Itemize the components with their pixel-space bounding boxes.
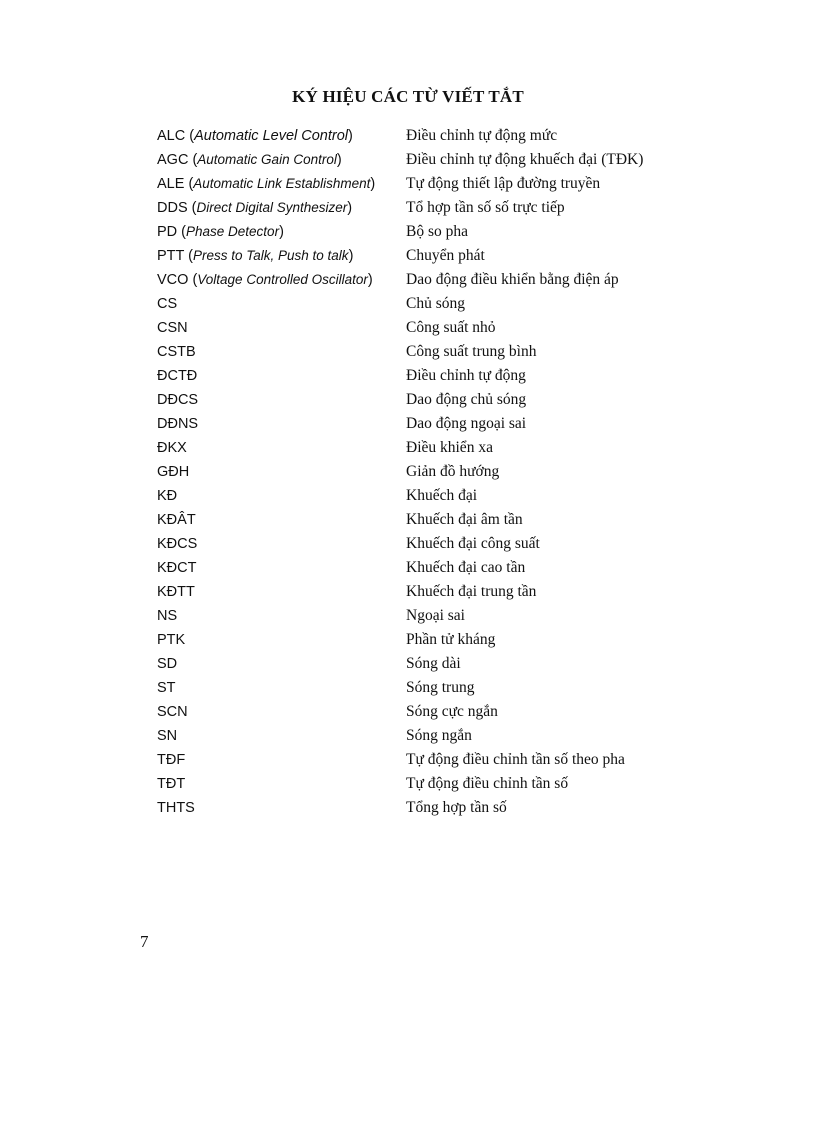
abbreviation-row bbox=[157, 700, 777, 724]
abbreviation-code: CS bbox=[157, 296, 178, 312]
abbreviation-code: THTS bbox=[157, 800, 195, 816]
abbreviation-meaning: Khuếch đại công suất bbox=[406, 535, 540, 552]
abbreviation-code: DDS bbox=[157, 200, 188, 216]
abbreviation-term: DDS (Direct Digital Synthesizer) bbox=[157, 200, 353, 216]
abbreviation-row bbox=[157, 652, 777, 676]
abbreviation-code: ĐKX bbox=[157, 440, 187, 456]
abbreviation-meaning: Điều chỉnh tự động mức bbox=[406, 127, 558, 144]
abbreviation-row bbox=[157, 604, 777, 628]
abbreviation-term: ALE (Automatic Link Establishment) bbox=[157, 176, 376, 192]
abbreviation-code: PD bbox=[157, 224, 178, 240]
abbreviation-term bbox=[157, 704, 406, 720]
abbreviation-code: KĐ bbox=[157, 488, 178, 504]
abbreviation-code: PTK bbox=[157, 632, 186, 648]
abbreviation-meaning: Ngoại sai bbox=[406, 607, 465, 624]
abbreviation-code: KĐCS bbox=[157, 536, 198, 552]
abbreviation-term bbox=[157, 320, 406, 336]
abbreviation-row bbox=[157, 772, 777, 796]
abbreviation-term bbox=[157, 608, 406, 624]
abbreviation-term bbox=[157, 584, 406, 600]
abbreviation-code: ALE bbox=[157, 176, 185, 192]
abbreviation-expansion: Automatic Gain Control bbox=[197, 152, 337, 167]
abbreviation-term bbox=[157, 800, 406, 816]
abbreviation-term bbox=[157, 632, 406, 648]
abbreviation-expansion: Phase Detector bbox=[186, 224, 280, 239]
abbreviation-term bbox=[157, 344, 406, 360]
abbreviation-row bbox=[157, 244, 777, 268]
abbreviation-code: VCO bbox=[157, 272, 189, 288]
abbreviation-term: PTT (Press to Talk, Push to talk) bbox=[157, 248, 354, 264]
abbreviation-row bbox=[157, 484, 777, 508]
abbreviation-meaning: Tổ hợp tần số số trực tiếp bbox=[406, 199, 565, 216]
abbreviation-meaning: Tự động thiết lập đường truyền bbox=[406, 175, 601, 192]
abbreviation-meaning: Tổng hợp tần số bbox=[406, 799, 507, 816]
abbreviation-code: CSTB bbox=[157, 344, 196, 360]
abbreviation-meaning: Khuếch đại cao tần bbox=[406, 559, 526, 576]
abbreviation-row bbox=[157, 580, 777, 604]
abbreviation-code: SD bbox=[157, 656, 178, 672]
abbreviation-code: TĐF bbox=[157, 752, 186, 768]
abbreviation-term bbox=[157, 464, 406, 480]
abbreviation-row bbox=[157, 316, 777, 340]
abbreviation-term bbox=[157, 488, 406, 504]
abbreviation-meaning: Sóng trung bbox=[406, 679, 475, 696]
abbreviation-term bbox=[157, 776, 406, 792]
abbreviation-row bbox=[157, 796, 777, 820]
abbreviation-term bbox=[157, 368, 406, 384]
abbreviation-term bbox=[157, 416, 406, 432]
abbreviation-meaning: Dao động chủ sóng bbox=[406, 391, 527, 408]
abbreviation-row bbox=[157, 532, 777, 556]
abbreviation-row bbox=[157, 724, 777, 748]
abbreviation-meaning: Công suất trung bình bbox=[406, 343, 537, 360]
abbreviation-code: KĐTT bbox=[157, 584, 195, 600]
abbreviation-meaning: Sóng cực ngắn bbox=[406, 703, 498, 720]
abbreviation-row bbox=[157, 436, 777, 460]
abbreviation-code: ST bbox=[157, 680, 176, 696]
abbreviation-row bbox=[157, 412, 777, 436]
abbreviation-expansion: Direct Digital Synthesizer bbox=[196, 200, 348, 215]
abbreviation-code: PTT bbox=[157, 248, 185, 264]
abbreviation-code: KĐCT bbox=[157, 560, 197, 576]
abbreviation-code: SN bbox=[157, 728, 178, 744]
abbreviation-term bbox=[157, 728, 406, 744]
abbreviation-code: CSN bbox=[157, 320, 188, 336]
abbreviation-row bbox=[157, 556, 777, 580]
abbreviation-meaning: Điều khiển xa bbox=[406, 439, 493, 456]
abbreviation-code: ĐCTĐ bbox=[157, 368, 198, 384]
abbreviation-term: PD (Phase Detector) bbox=[157, 224, 284, 240]
abbreviation-meaning: Chủ sóng bbox=[406, 295, 465, 312]
abbreviation-expansion: Voltage Controlled Oscillator bbox=[197, 272, 368, 287]
abbreviation-meaning: Dao động ngoại sai bbox=[406, 415, 527, 432]
abbreviation-meaning: Giản đồ hướng bbox=[406, 463, 500, 480]
abbreviation-row bbox=[157, 292, 777, 316]
abbreviation-row bbox=[157, 388, 777, 412]
abbreviation-row bbox=[157, 628, 777, 652]
abbreviation-meaning: Điều chỉnh tự động bbox=[406, 367, 526, 384]
abbreviation-code: ALC bbox=[157, 128, 186, 144]
abbreviation-row bbox=[157, 124, 777, 148]
abbreviation-meaning: Khuếch đại âm tần bbox=[406, 511, 523, 528]
abbreviation-meaning: Tự động điều chỉnh tần số theo pha bbox=[406, 751, 625, 768]
abbreviation-meaning: Bộ so pha bbox=[406, 223, 468, 240]
abbreviation-meaning: Chuyển phát bbox=[406, 247, 485, 264]
abbreviation-list bbox=[157, 124, 777, 820]
abbreviation-meaning: Dao động điều khiển bằng điện áp bbox=[406, 271, 619, 288]
abbreviation-term bbox=[157, 296, 406, 312]
abbreviation-term bbox=[157, 440, 406, 456]
abbreviation-row bbox=[157, 220, 777, 244]
abbreviation-meaning: Công suất nhỏ bbox=[406, 319, 496, 336]
abbreviation-meaning: Khuếch đại bbox=[406, 487, 478, 504]
abbreviation-code: KĐÂT bbox=[157, 512, 196, 528]
abbreviation-code: DĐCS bbox=[157, 392, 199, 408]
abbreviation-row bbox=[157, 364, 777, 388]
abbreviation-term bbox=[157, 560, 406, 576]
abbreviation-term bbox=[157, 392, 406, 408]
abbreviation-meaning: Sóng ngắn bbox=[406, 727, 472, 744]
abbreviation-term: AGC (Automatic Gain Control) bbox=[157, 152, 342, 168]
abbreviation-row bbox=[157, 148, 777, 172]
abbreviation-row bbox=[157, 508, 777, 532]
abbreviation-term bbox=[157, 656, 406, 672]
abbreviation-term bbox=[157, 512, 406, 528]
abbreviation-row bbox=[157, 676, 777, 700]
abbreviation-code: AGC bbox=[157, 152, 189, 168]
page-title: KÝ HIỆU CÁC TỪ VIẾT TẮT bbox=[292, 87, 524, 107]
abbreviation-term bbox=[157, 752, 406, 768]
abbreviation-code: NS bbox=[157, 608, 178, 624]
abbreviation-row bbox=[157, 196, 777, 220]
page-number: 7 bbox=[140, 932, 149, 951]
abbreviation-meaning: Khuếch đại trung tần bbox=[406, 583, 537, 600]
abbreviation-term: VCO (Voltage Controlled Oscillator) bbox=[157, 272, 373, 288]
abbreviation-expansion: Press to Talk, Push to talk bbox=[192, 248, 349, 263]
abbreviation-term bbox=[157, 680, 406, 696]
abbreviation-code: GĐH bbox=[157, 464, 190, 480]
abbreviation-row bbox=[157, 172, 777, 196]
abbreviation-meaning: Điều chỉnh tự động khuếch đại (TĐK) bbox=[406, 151, 644, 168]
abbreviation-code: SCN bbox=[157, 704, 188, 720]
abbreviation-term: ALC (Automatic Level Control) bbox=[157, 128, 353, 144]
abbreviation-meaning: Sóng dài bbox=[406, 655, 461, 672]
abbreviation-row bbox=[157, 748, 777, 772]
abbreviation-expansion: Automatic Link Establishment bbox=[193, 176, 371, 191]
abbreviation-row bbox=[157, 340, 777, 364]
abbreviation-row bbox=[157, 268, 777, 292]
abbreviation-expansion: Automatic Level Control bbox=[194, 128, 349, 144]
abbreviation-row bbox=[157, 460, 777, 484]
abbreviation-code: TĐT bbox=[157, 776, 186, 792]
abbreviation-meaning: Tự động điều chỉnh tần số bbox=[406, 775, 569, 792]
abbreviation-code: DĐNS bbox=[157, 416, 199, 432]
abbreviation-term bbox=[157, 536, 406, 552]
abbreviation-meaning: Phần tử kháng bbox=[406, 631, 496, 648]
